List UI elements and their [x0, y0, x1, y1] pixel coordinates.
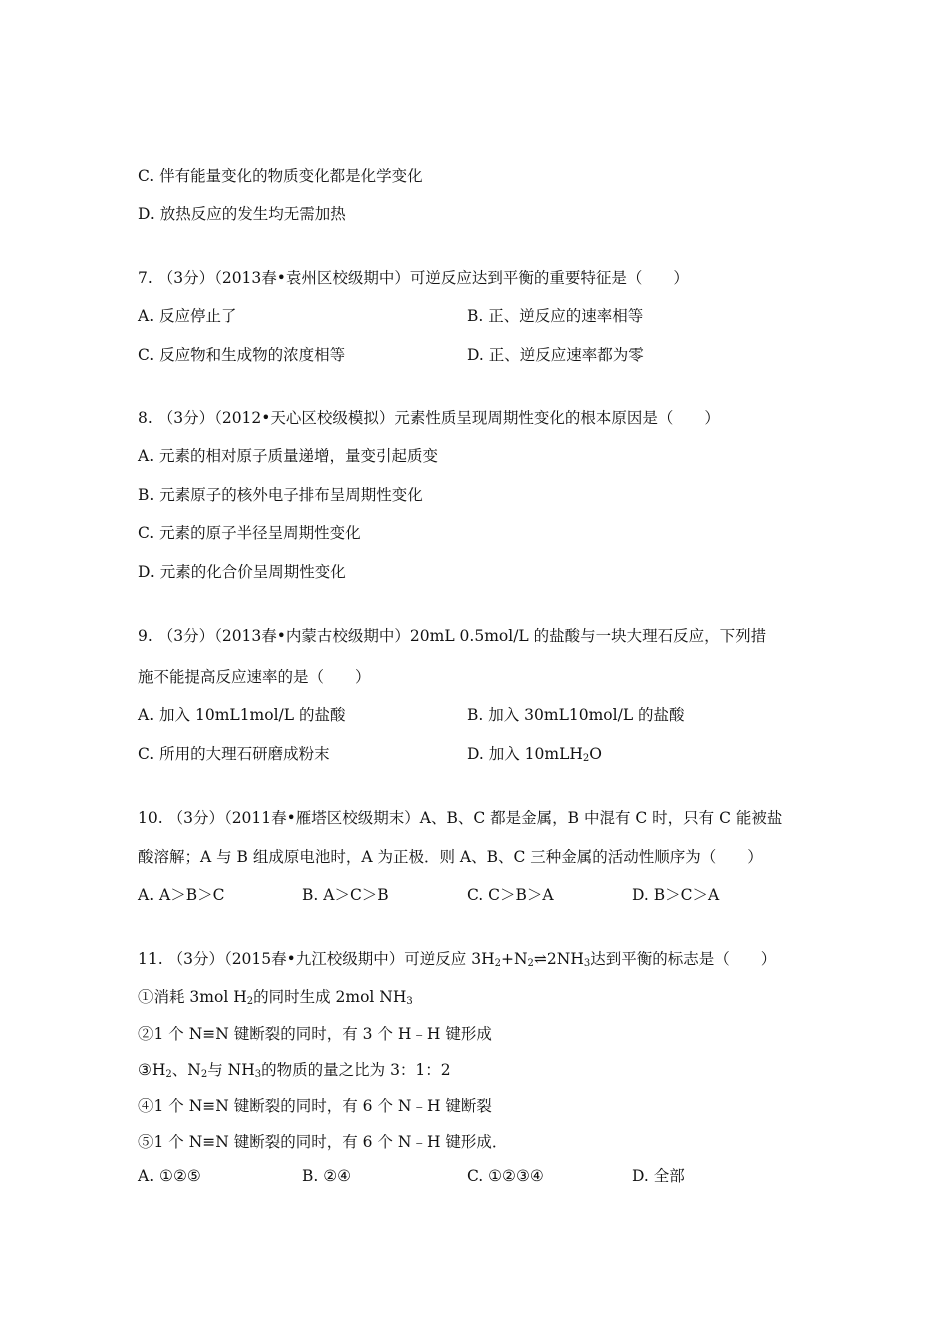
prev-option-c[interactable]: C. 伴有能量变化的物质变化都是化学变化: [138, 167, 423, 185]
q10-option-d[interactable]: D. B＞C＞A: [632, 886, 720, 904]
q8-option-c[interactable]: C. 元素的原子半径呈周期性变化: [138, 524, 361, 542]
q10-option-c[interactable]: C. C＞B＞A: [467, 886, 554, 904]
q11-stem: 11. （3分）（2015春•九江校级期中）可逆反应 $3H_2+N_2\rightleftharpoons 2NH_3$达到平衡的标志是（ ）: [138, 950, 777, 969]
q9-stem-line2: 施不能提高反应速率的是（ ）: [138, 668, 371, 686]
q9-option-a[interactable]: A. 加入 10mL1mol/L 的盐酸: [138, 706, 346, 724]
q11-option-c[interactable]: C. ①②③④: [467, 1167, 544, 1185]
q8-option-b[interactable]: B. 元素原子的核外电子排布呈周期性变化: [138, 486, 423, 504]
q11-option-b[interactable]: B. ②④: [302, 1167, 352, 1185]
q10-option-b[interactable]: B. A＞C＞B: [302, 886, 389, 904]
q8-option-d[interactable]: D. 元素的化合价呈周期性变化: [138, 563, 346, 581]
q11-statement-1: ①消耗 3mol $H_2$的同时生成 2mol $NH_3$: [138, 988, 413, 1007]
q8-option-a[interactable]: A. 元素的相对原子质量递增，量变引起质变: [138, 447, 439, 465]
q7-option-c[interactable]: C. 反应物和生成物的浓度相等: [138, 346, 346, 364]
q8-stem: 8. （3分）（2012•天心区校级模拟）元素性质呈现周期性变化的根本原因是（ ）: [138, 409, 720, 427]
q9-option-d[interactable]: D. 加入 10mLH$_2$O: [467, 745, 602, 764]
q10-stem-line2: 酸溶解；A 与 B 组成原电池时，A 为正极．则 A、B、C 三种金属的活动性顺序为（ ）: [138, 848, 763, 866]
q9-option-c[interactable]: C. 所用的大理石研磨成粉末: [138, 745, 330, 763]
q11-option-d[interactable]: D. 全部: [632, 1167, 685, 1185]
q7-option-b[interactable]: B. 正、逆反应的速率相等: [467, 307, 644, 325]
q7-option-d[interactable]: D. 正、逆反应速率都为零: [467, 346, 644, 364]
q11-statement-4: ④1 个 N≡N 键断裂的同时，有 6 个 N﹣H 键断裂: [138, 1097, 492, 1115]
q7-stem: 7. （3分）（2013春•袁州区校级期中）可逆反应达到平衡的重要特征是（ ）: [138, 269, 689, 287]
prev-option-d[interactable]: D. 放热反应的发生均无需加热: [138, 205, 346, 223]
q11-statement-2: ②1 个 N≡N 键断裂的同时，有 3 个 H﹣H 键形成: [138, 1025, 492, 1043]
q11-statement-3: $③H_2$、$N_2$与 $NH_3$的物质的量之比为 3：1：2: [138, 1061, 451, 1080]
q9-option-b[interactable]: B. 加入 30mL10mol/L 的盐酸: [467, 706, 685, 724]
q7-option-a[interactable]: A. 反应停止了: [138, 307, 237, 325]
q11-statement-5: ⑤1 个 N≡N 键断裂的同时，有 6 个 N﹣H 键形成．: [138, 1133, 508, 1151]
q10-stem-line1: 10. （3分）（2011春•雁塔区校级期末）A、B、C 都是金属，B 中混有 C 时，只有 C 能被盐: [138, 809, 783, 827]
q11-option-a[interactable]: A. ①②⑤: [138, 1167, 201, 1185]
q10-option-a[interactable]: A. A＞B＞C: [138, 886, 225, 904]
q9-stem-line1: 9. （3分）（2013春•内蒙古校级期中）20mL 0.5mol/L 的盐酸与一块大理石反应，下列措: [138, 627, 767, 645]
